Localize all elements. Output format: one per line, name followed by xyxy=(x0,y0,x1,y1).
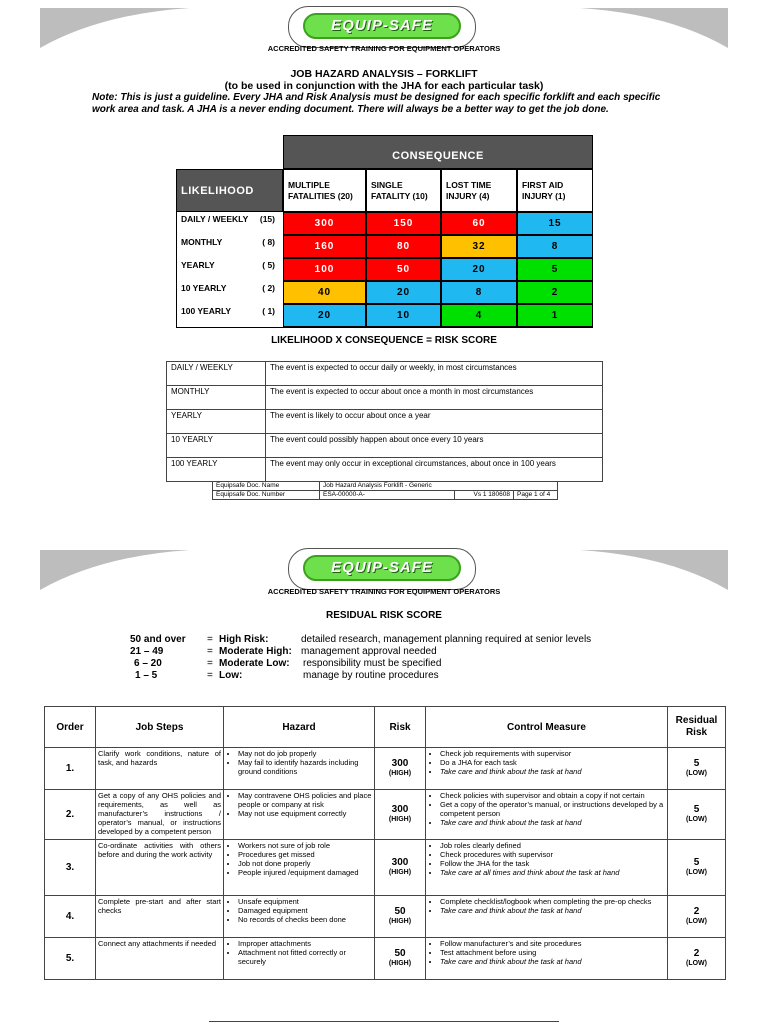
control-item: • Complete checklist/logbook when completing the pre-op checks xyxy=(440,897,665,906)
risk-score-cell: 80 xyxy=(366,235,441,258)
control-item-reminder: • Take care and think about the task at hand xyxy=(440,906,665,915)
accredited-tagline: ACCREDITED SAFETY TRAINING FOR EQUIPMENT OPERATORS xyxy=(267,44,501,53)
likelihood-label: 10 YEARLY xyxy=(181,283,227,293)
definition-text: The event is likely to occur about once a year xyxy=(266,410,603,434)
hazard-list xyxy=(226,897,372,924)
hazard-item: • May contravene OHS policies and place people or company at risk xyxy=(238,791,372,809)
definition-term: 10 YEARLY xyxy=(167,434,266,458)
hazard-list xyxy=(226,749,372,776)
likelihood-label: 100 YEARLY xyxy=(181,306,232,316)
control-item: • Follow manufacturer’s and site procedures xyxy=(440,939,665,948)
logo-text: EQUIP-SAFE xyxy=(303,555,461,581)
control-item: • Follow the JHA for the task xyxy=(440,859,665,868)
risk-cell xyxy=(375,896,426,938)
risk-level: (HIGH) xyxy=(388,769,412,777)
likelihood-value: ( 5) xyxy=(262,260,275,270)
risk-cell xyxy=(375,748,426,790)
header-risk: Risk xyxy=(375,707,426,748)
hazard-item: • May not use equipment correctly xyxy=(238,809,372,818)
consequence-header: CONSEQUENCE xyxy=(283,135,593,169)
header-hazard: Hazard xyxy=(224,707,375,748)
risk-level-description: manage by routine procedures xyxy=(303,670,439,681)
hazard-item: • Workers not sure of job role xyxy=(238,841,372,850)
residual-risk-cell xyxy=(668,840,726,896)
control-list xyxy=(428,939,665,966)
page-subtitle: (to be used in conjunction with the JHA for each particular task) xyxy=(224,80,544,92)
table-row xyxy=(45,938,726,980)
risk-score-cell: 15 xyxy=(517,212,593,235)
equals-sign: = xyxy=(207,658,213,669)
risk-score-cell: 40 xyxy=(283,281,366,304)
risk-score: 300 xyxy=(391,803,409,815)
order-cell: 4. xyxy=(45,896,96,938)
hazard-item: • May not do job properly xyxy=(238,749,372,758)
risk-score-cell: 5 xyxy=(517,258,593,281)
control-measure-cell xyxy=(426,896,668,938)
table-row xyxy=(45,896,726,938)
residual-risk-cell xyxy=(668,896,726,938)
residual-score: 2 xyxy=(693,947,700,959)
table-row xyxy=(45,748,726,790)
risk-level-description: management approval needed xyxy=(301,646,437,657)
hazard-item: • Job not done properly xyxy=(238,859,372,868)
control-item: • Check procedures with supervisor xyxy=(440,850,665,859)
risk-level-description: responsibility must be specified xyxy=(303,658,442,669)
definition-row xyxy=(167,458,603,482)
risk-cell xyxy=(375,790,426,840)
risk-score-cell: 20 xyxy=(441,258,517,281)
risk-score-cell: 4 xyxy=(441,304,517,327)
likelihood-value: ( 1) xyxy=(262,306,275,316)
hazard-item: • Attachment not fitted correctly or securely xyxy=(238,948,372,966)
residual-score: 5 xyxy=(693,856,700,868)
likelihood-row-label xyxy=(176,281,283,304)
control-item-reminder: • Take care and think about the task at hand xyxy=(440,957,665,966)
job-step-cell: Complete pre-start and after start checks xyxy=(96,896,224,938)
hazard-item: • Unsafe equipment xyxy=(238,897,372,906)
hazard-item: • May fail to identify hazards including ground conditions xyxy=(238,758,372,776)
risk-score-cell: 20 xyxy=(366,281,441,304)
document-reference xyxy=(212,481,558,500)
corner-swoosh-left xyxy=(40,550,190,590)
likelihood-value: ( 2) xyxy=(262,283,275,293)
accredited-tagline: ACCREDITED SAFETY TRAINING FOR EQUIPMENT OPERATORS xyxy=(267,587,501,596)
control-measure-cell xyxy=(426,938,668,980)
hazard-list xyxy=(226,939,372,966)
doc-page: Page 1 of 4 xyxy=(514,491,558,500)
likelihood-row-label xyxy=(176,258,283,281)
control-item-reminder: • Take care and think about the task at hand xyxy=(440,818,665,827)
control-list xyxy=(428,791,665,827)
equip-safe-logo xyxy=(288,6,476,48)
risk-level-name: Moderate High: xyxy=(219,646,292,657)
order-cell: 2. xyxy=(45,790,96,840)
page-title: JOB HAZARD ANALYSIS – FORKLIFT xyxy=(290,68,478,80)
residual-level: (LOW) xyxy=(686,769,707,777)
consequence-column-header xyxy=(517,169,593,212)
hazard-item: • People injured /equipment damaged xyxy=(238,868,372,877)
hazard-cell xyxy=(224,790,375,840)
equip-safe-logo xyxy=(288,548,476,590)
doc-number-label: Equipsafe Doc. Number xyxy=(213,491,320,500)
risk-cell xyxy=(375,840,426,896)
residual-risk-title: RESIDUAL RISK SCORE xyxy=(326,610,442,621)
residual-score: 5 xyxy=(693,803,700,815)
residual-level: (LOW) xyxy=(686,959,707,967)
column-header-line1: SINGLE xyxy=(371,180,403,190)
likelihood-definitions-table xyxy=(166,361,603,482)
job-step-cell: Co-ordinate activities with others before and during the work activity xyxy=(96,840,224,896)
risk-level: (HIGH) xyxy=(388,868,412,876)
column-header-line2: INJURY (1) xyxy=(522,191,566,201)
definition-term: YEARLY xyxy=(167,410,266,434)
header-order: Order xyxy=(45,707,96,748)
footer-rule xyxy=(209,1021,559,1022)
risk-level-description: detailed research, management planning required at senior levels xyxy=(301,634,592,645)
header-control-measure: Control Measure xyxy=(426,707,668,748)
risk-score-cell: 160 xyxy=(283,235,366,258)
consequence-column-header xyxy=(283,169,366,212)
header-residual-risk: Residual Risk xyxy=(668,707,726,748)
risk-level: (HIGH) xyxy=(388,815,412,823)
control-measure-cell xyxy=(426,748,668,790)
residual-level: (LOW) xyxy=(686,868,707,876)
definition-text: The event is expected to occur about once a month in most circumstances xyxy=(266,386,603,410)
risk-level-name: Moderate Low: xyxy=(219,658,290,669)
matrix-bottom-border xyxy=(176,327,593,328)
control-list xyxy=(428,749,665,776)
definition-row xyxy=(167,362,603,386)
risk-range: 1 – 5 xyxy=(135,670,158,681)
risk-score-cell: 20 xyxy=(283,304,366,327)
risk-level-name: High Risk: xyxy=(219,634,269,645)
guideline-note: Note: This is just a guideline. Every JHA and Risk Analysis must be designed for each specific forklift and each specific work area and task. A JHA is a never ending document. There will always be a better way to get the job done. xyxy=(92,92,661,115)
risk-level-name: Low: xyxy=(219,670,243,681)
control-item: • Do a JHA for each task xyxy=(440,758,665,767)
matrix-left-border xyxy=(176,169,177,327)
risk-formula: LIKELIHOOD X CONSEQUENCE = RISK SCORE xyxy=(271,335,497,346)
risk-score-cell: 150 xyxy=(366,212,441,235)
risk-score: 50 xyxy=(394,947,406,959)
control-measure-cell xyxy=(426,840,668,896)
doc-name-value: Job Hazard Analysis Forklift - Generic xyxy=(320,482,558,491)
residual-score: 2 xyxy=(693,905,700,917)
definition-term: DAILY / WEEKLY xyxy=(167,362,266,386)
control-measure-cell xyxy=(426,790,668,840)
column-header-line1: FIRST AID xyxy=(522,180,564,190)
residual-risk-cell xyxy=(668,938,726,980)
risk-range: 6 – 20 xyxy=(134,658,162,669)
control-item: • Check job requirements with supervisor xyxy=(440,749,665,758)
hazard-item: • Improper attachments xyxy=(238,939,372,948)
risk-score: 300 xyxy=(391,757,409,769)
likelihood-label: DAILY / WEEKLY xyxy=(181,214,249,224)
likelihood-label: MONTHLY xyxy=(181,237,223,247)
definition-row xyxy=(167,434,603,458)
control-item-reminder: • Take care and think about the task at hand xyxy=(440,767,665,776)
risk-score-cell: 50 xyxy=(366,258,441,281)
table-row xyxy=(45,790,726,840)
definition-text: The event could possibly happen about once every 10 years xyxy=(266,434,603,458)
consequence-column-header xyxy=(441,169,517,212)
risk-level: (HIGH) xyxy=(388,917,412,925)
job-hazard-table xyxy=(44,706,726,980)
risk-score-cell: 300 xyxy=(283,212,366,235)
risk-score-cell: 8 xyxy=(441,281,517,304)
likelihood-row-label xyxy=(176,212,283,235)
header-job-steps: Job Steps xyxy=(96,707,224,748)
order-cell: 1. xyxy=(45,748,96,790)
hazard-cell xyxy=(224,938,375,980)
hazard-item: • Damaged equipment xyxy=(238,906,372,915)
definition-text: The event is expected to occur daily or weekly, in most circumstances xyxy=(266,362,603,386)
control-item: • Job roles clearly defined xyxy=(440,841,665,850)
logo-text: EQUIP-SAFE xyxy=(303,13,461,39)
equals-sign: = xyxy=(207,646,213,657)
hazard-cell xyxy=(224,748,375,790)
table-row xyxy=(45,840,726,896)
corner-swoosh-left xyxy=(40,8,190,48)
hazard-cell xyxy=(224,896,375,938)
corner-swoosh-right xyxy=(580,550,728,590)
hazard-cell xyxy=(224,840,375,896)
equals-sign: = xyxy=(207,670,213,681)
control-list xyxy=(428,897,665,915)
definition-text: The event may only occur in exceptional circumstances, about once in 100 years xyxy=(266,458,603,482)
likelihood-row-label xyxy=(176,304,283,327)
control-item: • Test attachment before using xyxy=(440,948,665,957)
control-item: • Check policies with supervisor and obtain a copy if not certain xyxy=(440,791,665,800)
risk-level: (HIGH) xyxy=(388,959,412,967)
hazard-list xyxy=(226,841,372,877)
risk-range: 21 – 49 xyxy=(130,646,164,657)
job-step-cell: Clarify work conditions, nature of task, and hazards xyxy=(96,748,224,790)
hazard-list xyxy=(226,791,372,818)
likelihood-value: ( 8) xyxy=(262,237,275,247)
definition-term: 100 YEARLY xyxy=(167,458,266,482)
risk-score-cell: 1 xyxy=(517,304,593,327)
likelihood-label: YEARLY xyxy=(181,260,215,270)
definition-row xyxy=(167,386,603,410)
definition-row xyxy=(167,410,603,434)
job-step-cell: Get a copy of any OHS policies and requirements, as well as manufacturer’s instructions / operator’s manual, or instructions developed by a competent person xyxy=(96,790,224,840)
risk-range: 50 and over xyxy=(130,634,186,645)
doc-number-value: ESA-00000-A- xyxy=(320,491,455,500)
likelihood-row-label xyxy=(176,235,283,258)
risk-score-cell: 32 xyxy=(441,235,517,258)
risk-score: 300 xyxy=(391,856,409,868)
doc-version: Vs 1 180608 xyxy=(455,491,514,500)
equals-sign: = xyxy=(207,634,213,645)
order-cell: 3. xyxy=(45,840,96,896)
column-header-line1: MULTIPLE xyxy=(288,180,330,190)
hazard-item: • Procedures get missed xyxy=(238,850,372,859)
risk-score: 50 xyxy=(394,905,406,917)
risk-cell xyxy=(375,938,426,980)
column-header-line2: FATALITY (10) xyxy=(371,191,428,201)
likelihood-value: (15) xyxy=(259,214,275,224)
definition-term: MONTHLY xyxy=(167,386,266,410)
risk-score-cell: 10 xyxy=(366,304,441,327)
likelihood-header: LIKELIHOOD xyxy=(176,169,283,212)
corner-swoosh-right xyxy=(580,8,728,48)
residual-risk-cell xyxy=(668,790,726,840)
column-header-line1: LOST TIME xyxy=(446,180,492,190)
residual-level: (LOW) xyxy=(686,815,707,823)
job-step-cell: Connect any attachments if needed xyxy=(96,938,224,980)
risk-score-cell: 2 xyxy=(517,281,593,304)
residual-risk-cell xyxy=(668,748,726,790)
risk-score-cell: 8 xyxy=(517,235,593,258)
doc-name-label: Equipsafe Doc. Name xyxy=(213,482,320,491)
control-item: • Get a copy of the operator’s manual, or instructions developed by a competent person xyxy=(440,800,665,818)
order-cell: 5. xyxy=(45,938,96,980)
control-item-reminder: • Take care at all times and think about the task at hand xyxy=(440,868,665,877)
risk-score-cell: 60 xyxy=(441,212,517,235)
column-header-line2: FATALITIES (20) xyxy=(288,191,353,201)
column-header-line2: INJURY (4) xyxy=(446,191,490,201)
residual-level: (LOW) xyxy=(686,917,707,925)
risk-score-cell: 100 xyxy=(283,258,366,281)
consequence-column-header xyxy=(366,169,441,212)
residual-score: 5 xyxy=(693,757,700,769)
hazard-item: • No records of checks been done xyxy=(238,915,372,924)
control-list xyxy=(428,841,665,877)
